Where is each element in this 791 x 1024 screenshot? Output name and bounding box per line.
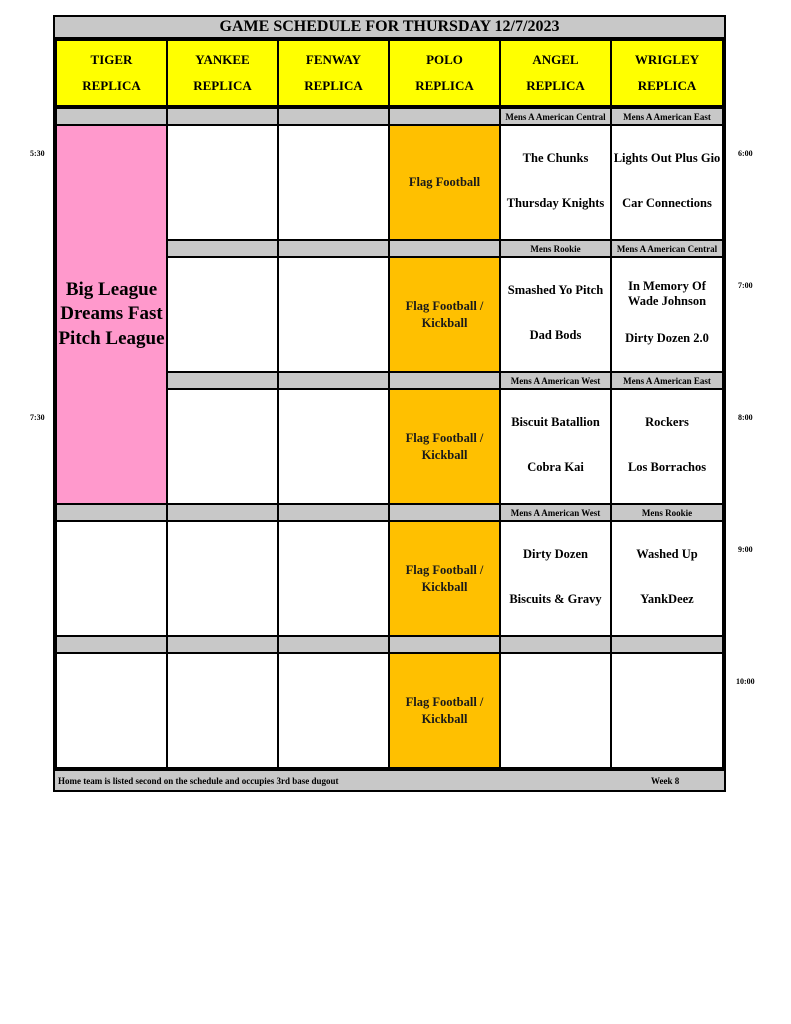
game-cell-empty (55, 520, 168, 637)
matchup-wrigley (610, 388, 724, 505)
schedule-footer (55, 769, 724, 790)
away-team: Lights Out Plus Gio (613, 151, 721, 166)
game-cell-empty (277, 124, 390, 241)
field-name: YANKEE (195, 52, 250, 67)
away-team: Biscuit Batallion (511, 415, 600, 430)
field-header-wrigley (610, 39, 724, 107)
game-cell-empty (55, 652, 168, 769)
field-header-tiger (55, 39, 168, 107)
time-label-left: 7:30 (30, 413, 45, 422)
home-team: Dad Bods (529, 327, 582, 342)
division-label-wrigley: Mens Rookie (610, 503, 724, 522)
away-team: In Memory Of Wade Johnson (627, 279, 707, 308)
matchup-angel (499, 388, 612, 505)
away-team: Smashed Yo Pitch (507, 283, 604, 298)
game-cell-empty (277, 388, 390, 505)
game-cell-empty (277, 520, 390, 637)
time-label-right: 7:00 (738, 281, 753, 290)
away-team: The Chunks (522, 151, 589, 166)
field-name: ANGEL (532, 52, 579, 67)
field-header-yankee (166, 39, 279, 107)
field-name: WRIGLEY (634, 52, 700, 67)
field-name: FENWAY (305, 52, 362, 67)
matchup-angel (499, 256, 612, 373)
division-label-wrigley: Mens A American East (610, 371, 724, 390)
game-cell-empty (166, 520, 279, 637)
division-label-wrigley: Mens A American East (610, 107, 724, 126)
fast-pitch-league-block: Big League Dreams Fast Pitch League (55, 124, 168, 505)
field-sub: REPLICA (415, 78, 474, 93)
division-label-angel: Mens Rookie (499, 239, 612, 258)
home-team: Cobra Kai (527, 459, 584, 474)
field-header-polo (388, 39, 501, 107)
matchup-wrigley (610, 256, 724, 373)
field-name: POLO (426, 52, 463, 67)
game-cell-empty (277, 652, 390, 769)
field-sub: REPLICA (526, 78, 585, 93)
matchup-angel (499, 124, 612, 241)
schedule-title: GAME SCHEDULE FOR THURSDAY 12/7/2023 (55, 17, 724, 39)
polo-activity: Flag Football / Kickball (388, 388, 501, 505)
game-cell-empty (166, 124, 279, 241)
away-team: Rockers (645, 415, 689, 430)
game-cell-empty (499, 652, 612, 769)
home-team: Dirty Dozen 2.0 (625, 331, 709, 346)
away-team: Dirty Dozen (523, 547, 588, 562)
division-label-angel: Mens A American West (499, 371, 612, 390)
game-cell-empty (166, 388, 279, 505)
schedule-table (53, 15, 726, 792)
time-label-left: 5:30 (30, 149, 45, 158)
field-name: TIGER (90, 52, 133, 67)
away-team: Washed Up (636, 547, 698, 562)
home-team: Thursday Knights (506, 195, 605, 210)
field-sub: REPLICA (82, 78, 141, 93)
home-team: Car Connections (622, 195, 712, 210)
game-cell-empty (277, 256, 390, 373)
division-label-wrigley: Mens A American Central (610, 239, 724, 258)
field-sub: REPLICA (193, 78, 252, 93)
polo-activity: Flag Football / Kickball (388, 652, 501, 769)
matchup-wrigley (610, 124, 724, 241)
polo-activity: Flag Football / Kickball (388, 520, 501, 637)
matchup-angel (499, 520, 612, 637)
home-team: YankDeez (640, 591, 694, 606)
matchup-wrigley (610, 520, 724, 637)
time-label-right: 9:00 (738, 545, 753, 554)
time-label-right: 8:00 (738, 413, 753, 422)
field-header-fenway (277, 39, 390, 107)
division-label-angel: Mens A American West (499, 503, 612, 522)
home-team: Los Borrachos (627, 459, 707, 474)
home-team-note: Home team is listed second on the schedule and occupies 3rd base dugout (58, 776, 339, 786)
game-cell-empty (166, 256, 279, 373)
field-header-angel (499, 39, 612, 107)
polo-activity: Flag Football / Kickball (388, 256, 501, 373)
time-label-right: 10:00 (736, 677, 755, 686)
game-cell-empty (610, 652, 724, 769)
week-label: Week 8 (651, 776, 680, 786)
division-label-angel: Mens A American Central (499, 107, 612, 126)
time-label-right: 6:00 (738, 149, 753, 158)
home-team: Biscuits & Gravy (509, 591, 602, 606)
polo-activity: Flag Football (388, 124, 501, 241)
field-sub: REPLICA (637, 78, 697, 93)
field-sub: REPLICA (304, 78, 363, 93)
game-cell-empty (166, 652, 279, 769)
